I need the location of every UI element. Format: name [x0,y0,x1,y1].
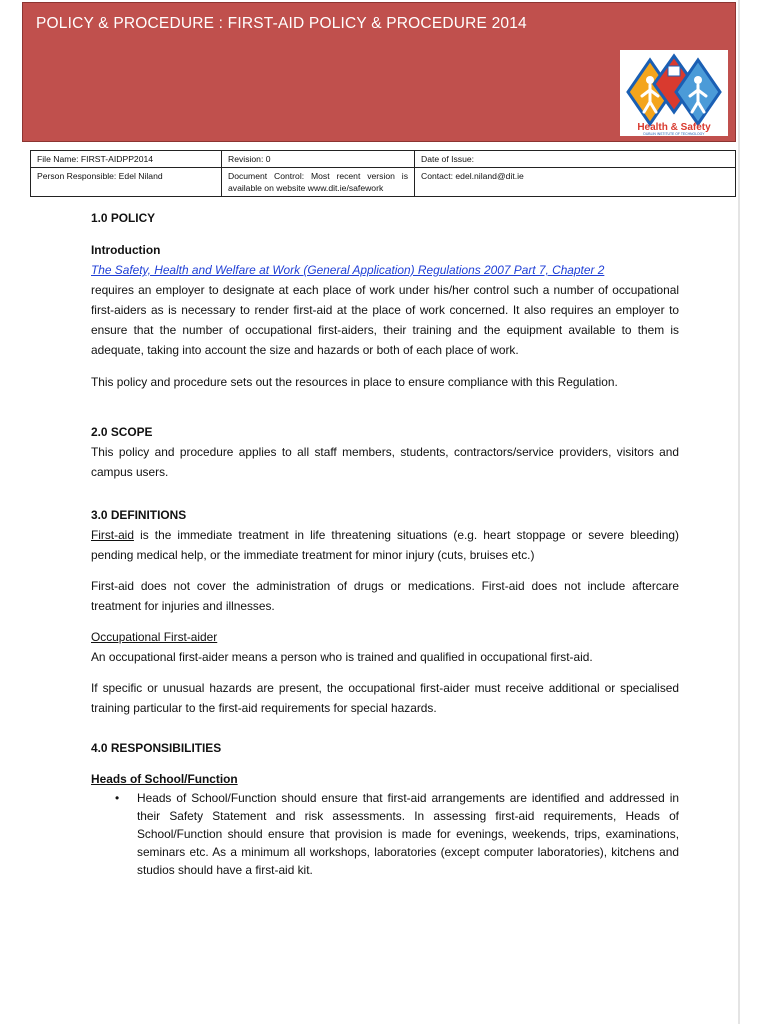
introduction-body: requires an employer to designate at each place of work under his/her control such a number of occupational first-aiders as is necessary to render first-aid at the place of work concerned. It also requires an employer to ensure that the number of occupational first-aiders, their training and the equipment available to them is adequate, taking into account the size and hazards or both of each place of work. [91,283,679,357]
purpose-paragraph: This policy and procedure sets out the resources in place to ensure compliance with this Regulation. [91,375,618,389]
file-name-cell: File Name: FIRST-AIDPP2014 [31,151,222,168]
revision-cell: Revision: 0 [222,151,415,168]
responsibilities-list [91,789,679,879]
regulation-link[interactable]: The Safety, Health and Welfare at Work (General Application) Regulations 2007 Part 7, Chapter 2 [91,263,605,277]
table-row [31,168,736,197]
section-scope-heading: 2.0 SCOPE [91,425,153,439]
section-policy-heading: 1.0 POLICY [91,211,156,225]
first-aid-term: First-aid [91,528,134,542]
first-aid-exclusions: First-aid does not cover the administration of drugs or medications. First-aid does not include aftercare treatment for injuries and illnesses. [91,579,679,613]
contact-cell: Contact: edel.niland@dit.ie [415,168,736,197]
introduction-heading: Introduction [91,243,161,257]
occupational-first-aider-heading: Occupational First-aider [91,630,218,644]
section-responsibilities-heading: 4.0 RESPONSIBILITIES [91,741,222,755]
svg-text:DUBLIN INSTITUTE OF TECHNOLOGY: DUBLIN INSTITUTE OF TECHNOLOGY [643,132,705,136]
document-title: POLICY & PROCEDURE : FIRST-AID POLICY & PROCEDURE 2014 [36,15,527,32]
header-banner [22,2,736,142]
svg-text:Health & Safety: Health & Safety [637,122,711,133]
special-hazards-paragraph: If specific or unusual hazards are present, the occupational first-aider must receive additional or specialised training particular to the first-aid requirements for special hazards. [91,681,679,715]
heads-of-school-heading: Heads of School/Function [91,772,238,786]
section-definitions-heading: 3.0 DEFINITIONS [91,508,187,522]
scope-body: This policy and procedure applies to all staff members, students, contractors/service providers, visitors and campus users. [91,445,679,479]
document-control-cell: Document Control: Most recent version is available on website www.dit.ie/safework [222,168,415,197]
document-info-table [30,150,736,197]
first-aid-definition-text: is the immediate treatment in life threatening situations (e.g. heart stoppage or severe bleeding) pending medical help, or the immediate treatment for minor injury (cuts, bruises etc.) [91,528,679,562]
table-row [31,151,736,168]
occupational-first-aider-definition: An occupational first-aider means a person who is trained and qualified in occupational first-aid. [91,650,593,664]
list-item: • Heads of School/Function should ensure that first-aid arrangements are identified and addressed in their Safety Statement and risk assessments. In assessing first-aid requirements, Heads of School/Function should ensure that provision is made for evenings, weekends, trips, examinations, seminars etc. As a minimum all workshops, laboratories (except computer laboratories), kitchens and studios should have a first-aid kit. [137,789,679,879]
person-responsible-cell: Person Responsible: Edel Niland [31,168,222,197]
date-of-issue-cell: Date of Issue: [415,151,736,168]
document-body [91,208,679,879]
health-safety-logo [620,50,728,136]
first-aid-definition [91,525,679,565]
page-edge [738,0,740,1024]
regulation-paragraph [91,260,679,280]
